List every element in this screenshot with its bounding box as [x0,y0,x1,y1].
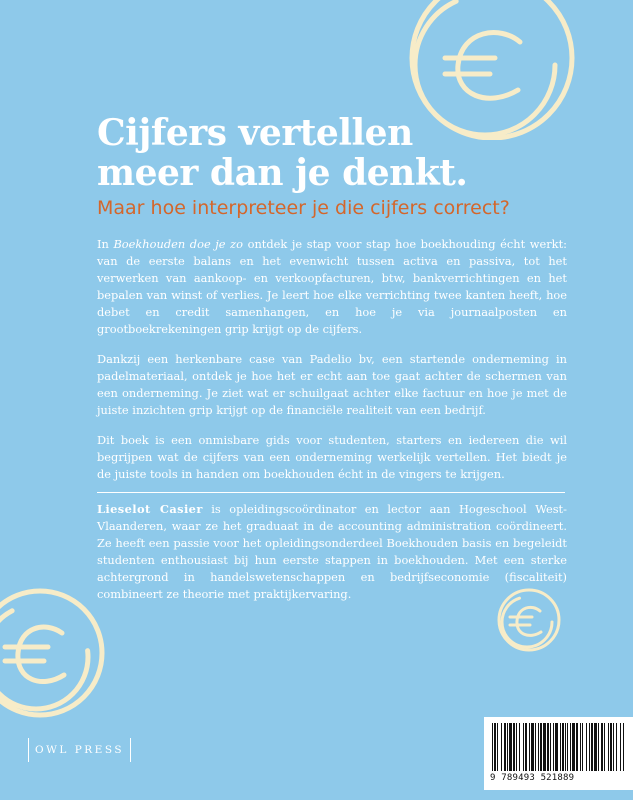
barcode-bar [591,723,593,771]
barcode-bar [519,723,520,771]
barcode-bar [589,723,590,771]
author-bio-text: is opleidingscoördinator en lector aan Hogeschool West-Vlaanderen, waar ze het graduaat in de accounting administration coördineert. Ze heeft een passie voor het opleidingsonderdeel Boekhouden basis en begeleidt studenten enthousiast bij hun eerste stappen in boekhouden. Met een sterke achtergrond in handelswetenschappen en bedrijfseconomie (fiscaliteit) combineert ze theorie met praktijkervaring. [97,502,567,601]
euro-coin-icon [0,585,120,720]
barcode-bar [529,723,530,771]
barcode-bar [562,723,564,771]
barcode-bar [565,723,566,771]
barcode-bar [525,723,527,771]
barcode-bar [550,723,551,771]
barcode-bar [567,723,568,771]
barcode-bar [576,723,578,771]
barcode-bar [582,723,583,771]
barcode-bar [492,723,493,771]
author-name: Lieselot Casier [97,502,203,516]
barcode-bars [490,723,628,773]
barcode-bar [509,723,512,771]
divider [97,492,565,493]
barcode-bar [572,723,575,771]
intro-lead: In [97,237,114,251]
publisher-logo [28,738,131,762]
barcode-bar [547,723,549,771]
headline [97,113,597,193]
barcode-bar [543,723,546,771]
barcode-bar [553,723,554,771]
barcode-bar [623,723,624,771]
barcode-bar [535,723,536,771]
barcode-bar [610,723,612,771]
barcode-bar [555,723,558,771]
blurb [97,236,567,496]
intro-paragraph [97,236,567,338]
barcode-bar [531,723,534,771]
subheadline: Maar hoe interpreteer je die cijfers correct? [97,197,510,219]
barcode-bar [601,723,603,771]
barcode-bar [504,723,506,771]
audience-paragraph: Dit boek is een onmisbare gids voor studenten, starters en iedereen die wil begrijpen wat de cijfers van een onderneming werkelijk vertellen. Het biedt je de juiste tools in handen om boekhouden écht in de vingers te krijgen. [97,433,567,481]
barcode-bar [613,723,614,771]
barcode-bar [586,723,587,771]
barcode-bar [523,723,524,771]
barcode-bar [513,723,515,771]
barcode-bar [616,723,617,771]
isbn-number: 9 789493 521889 [490,773,575,783]
barcode-bar [570,723,571,771]
barcode-bar [604,723,605,771]
headline-line-2: meer dan je denkt. [97,152,468,194]
barcode-bar [560,723,561,771]
barcode-bar [540,723,542,771]
barcode-bar [608,723,609,771]
headline-line-1: Cijfers vertellen [97,112,413,154]
barcode-bar [594,723,597,771]
barcode-bar [501,723,502,771]
barcode-bar [538,723,539,771]
author-bio [97,501,567,603]
barcode [484,717,633,790]
publisher-name: OWL PRESS [35,744,125,756]
barcode-bar [494,723,496,771]
barcode-bar [620,723,621,771]
case-paragraph: Dankzij een herkenbare case van Padelio bv, een startende onderneming in padelmateriaal, ontdek je hoe het er echt aan toe gaat achter de schermen van een onderneming. Je ziet wat er schuilgaat achter elke factuur en hoe je met de juiste inzichten grip krijgt op de financiële realiteit van een bedrijf. [97,352,567,417]
barcode-bar [516,723,517,771]
barcode-bar [598,723,599,771]
intro-rest: ontdek je stap voor stap hoe boekhouding écht werkt: van de eerste balans en het evenwicht tussen activa en passiva, tot het verwerken van aankoop- en verkoopfacturen, btw, bankverrichtingen en het bepalen van winst of verlies. Je leert hoe elke verrichting twee kanten heeft, hoe debet en credit samenhangen, en hoe je via journaalposten en grootboekrekeningen grip krijgt op de cijfers. [97,237,567,336]
book-title: Boekhouden doe je zo [113,237,243,251]
barcode-bar [497,723,498,771]
barcode-bar [507,723,508,771]
barcode-bar [580,723,581,771]
